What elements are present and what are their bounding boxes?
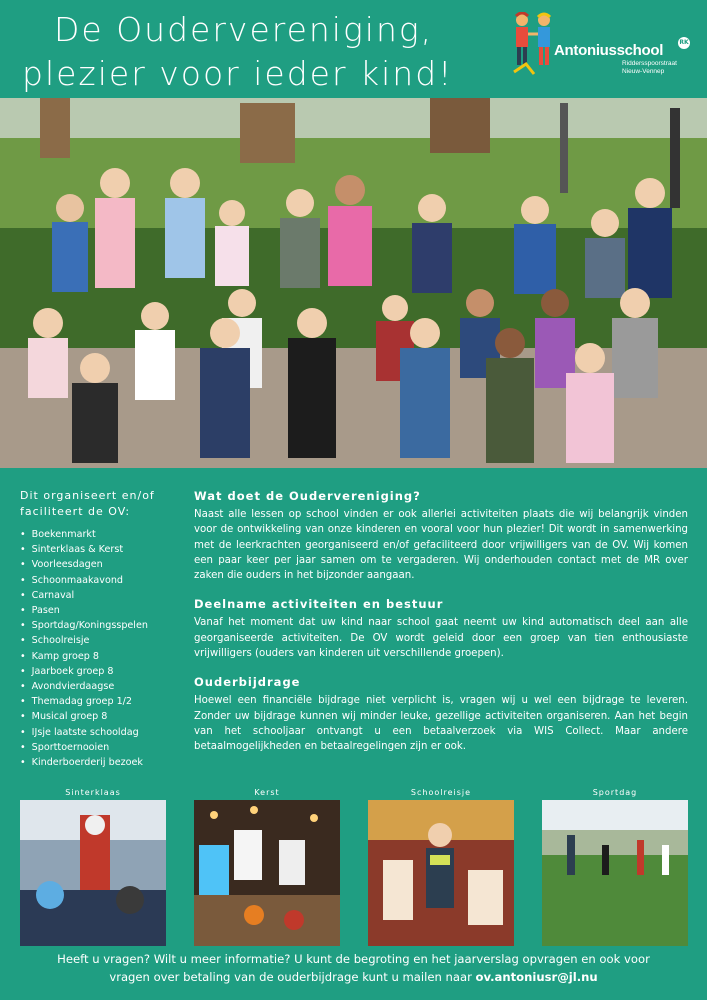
main-content: [194, 488, 688, 755]
list-item: • Sportdag/Koningsspelen: [20, 618, 185, 633]
list-item: • Kamp groep 8: [20, 649, 185, 664]
footer-line-2-text: vragen over betaling van de ouderbijdrage kunt u mailen naar: [109, 970, 476, 984]
footer-line-2: [0, 968, 707, 986]
title-line-2: plezier voor ieder kind!: [22, 54, 454, 93]
logo-street: Riddersspoorstraat: [622, 60, 677, 67]
list-item: • Schoonmaakavond: [20, 573, 185, 588]
sidebar-title-line-1: Dit organiseert en/of: [20, 489, 155, 502]
list-item: • Sporttoernooien: [20, 740, 185, 755]
section-body: Vanaf het moment dat uw kind naar school gaat neemt uw kind automatisch deel aan alle georganiseerde activiteiten. De OV wordt geleid door een groep van tien enthousiaste vrijwilligers (ouders van kinderen uit verschillende groepen).: [194, 617, 688, 660]
school-logo: [500, 12, 692, 84]
list-item: • Jaarboek groep 8: [20, 664, 185, 679]
title-line-1: De Oudervereniging,: [54, 10, 434, 49]
thumb-photo: [368, 800, 514, 946]
hero-photo-children: [0, 98, 707, 468]
sidebar-title: [20, 488, 185, 520]
section-participation: [194, 596, 688, 661]
list-item: • Avondvierdaagse: [20, 679, 185, 694]
list-item: • Themadag groep 1/2: [20, 694, 185, 709]
section-heading: Wat doet de Oudervereniging?: [194, 489, 421, 503]
thumb-photo: [542, 800, 688, 946]
list-item: • IJsje laatste schooldag: [20, 725, 185, 740]
contact-email-link[interactable]: ov.antoniusr@jl.nu: [475, 970, 598, 984]
section-about: [194, 488, 688, 583]
list-item: • Pasen: [20, 603, 185, 618]
thumb-caption: Kerst: [254, 788, 280, 797]
thumb-sportdag: [542, 788, 688, 946]
logo-rk-badge: RK: [678, 37, 690, 49]
list-item: • Musical groep 8: [20, 709, 185, 724]
thumb-sinterklaas: [20, 788, 166, 946]
thumb-photo: [194, 800, 340, 946]
hero-photo-illustration: [0, 98, 707, 468]
list-item: • Sinterklaas & Kerst: [20, 542, 185, 557]
footer-line-1: Heeft u vragen? Wilt u meer informatie? U kunt de begroting en het jaarverslag opvragen en ook voor: [57, 952, 650, 966]
section-body: Hoewel een financiële bijdrage niet verplicht is, vragen wij u wel een bijdrage te leveren. Zonder uw bijdrage kunnen wij minder leuke, gezellige activiteiten organiseren. Aan het begin van het schooljaar ontvangt u een betaalverzoek via WIS Collect. Maar andere betaalmogelijkheden en betaalregelingen zijn er ook.: [194, 695, 688, 753]
section-contribution: [194, 674, 688, 754]
thumb-caption: Sportdag: [592, 788, 638, 797]
logo-city: Nieuw-Vennep: [622, 68, 665, 75]
page-title: [22, 8, 453, 96]
thumb-kerst: [194, 788, 340, 946]
footer-contact: [0, 950, 707, 986]
sidebar-title-line-2: faciliteert de OV:: [20, 505, 131, 518]
section-body: Naast alle lessen op school vinden er ook allerlei activiteiten plaats die wij belangrijk vinden voor de ontwikkeling van onze kinderen en vooral voor hun plezier! Dit wordt in samenwerking met de leerkrachten georganiseerd en/of gefaciliteerd door vrijwilligers van de OV. Wij komen een paar keer per jaar samen om te vergaderen. Wij onderhouden contact met de MR over zaken die ouders in het bijzonder aangaan.: [194, 509, 688, 582]
header: [0, 0, 707, 98]
activities-list: [20, 527, 185, 770]
activities-sidebar: [20, 488, 185, 770]
thumb-caption: Schoolreisje: [410, 788, 472, 797]
list-item: • Carnaval: [20, 588, 185, 603]
logo-school-name: Antoniusschool: [554, 42, 664, 59]
thumb-schoolreisje: [368, 788, 514, 946]
section-heading: Ouderbijdrage: [194, 675, 301, 690]
thumb-caption: Sinterklaas: [65, 788, 121, 797]
list-item: • Kinderboerderij bezoek: [20, 755, 185, 770]
thumb-photo: [20, 800, 166, 946]
list-item: • Boekenmarkt: [20, 527, 185, 542]
list-item: • Voorleesdagen: [20, 557, 185, 572]
section-heading: Deelname activiteiten en bestuur: [194, 597, 444, 612]
logo-address: [622, 60, 677, 76]
list-item: • Schoolreisje: [20, 633, 185, 648]
